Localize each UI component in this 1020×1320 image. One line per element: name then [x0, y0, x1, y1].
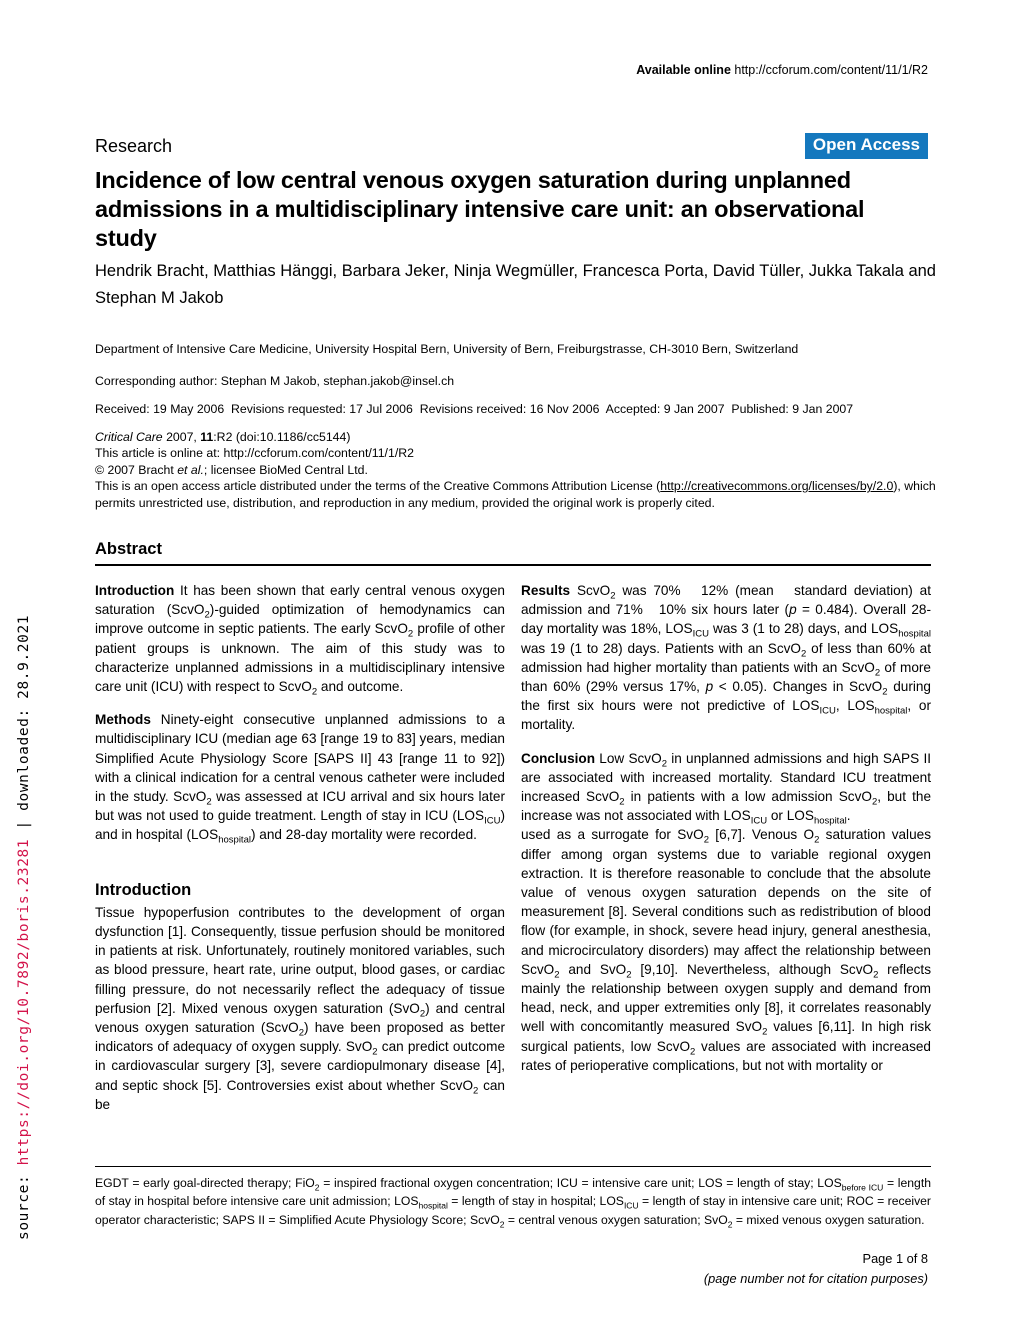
journal-name: Critical Care	[95, 430, 163, 444]
volume-number: 11	[200, 430, 214, 444]
downloaded-date: | downloaded: 28.9.2021	[16, 614, 32, 839]
left-column	[95, 581, 505, 1114]
abstract-heading: Abstract	[95, 540, 931, 566]
introduction-heading: Introduction	[95, 880, 192, 899]
article-title: Incidence of low central venous oxygen saturation during unplanned admissions in a multidisciplinary intensive care unit: an observational study	[95, 167, 865, 251]
abstract-results: Results ScvO$_2$ was 70% 12% (mean standard deviation) at admission and 71% 10% six hours later (p = 0.484). Overall 28-day mortality was 18%, $LOS_{ICU}$ was 3 (1 to 28) days, and $LOS_{hospital}$ was 19 (1 to 28) days. Patients with an ScvO$_2$ of less than 60% at admission had higher mortality than patients with an ScvO$_2$ of more than 60% (29% versus 17%, p < 0.05). Changes in ScvO$_2$ during the first six hours were not predictive of $LOS_{ICU}$, $LOS_{hospital}$, or mortality.	[521, 583, 931, 733]
abstract-methods: Methods Ninety-eight consecutive unplanned admissions to a multidisciplinary ICU (median age 63 [range 19 to 83] years, median Simplified Acute Physiology Score [SAPS II] 43 [range 11 to 92]) with a clinical indication for a central venous catheter were included in the study. ScvO$_2$ was assessed at ICU arrival and six hours later but was not used to guide treatment. Length of stay in ICU $(LOS_{ICU})$ and in hospital $(LOS_{hospital})$ and 28-day mortality were recorded.	[95, 712, 505, 847]
abbreviations-footnote: EGDT = early goal-directed therapy; FiO$_2$ = inspired fractional oxygen concentration; ICU = intensive care unit; LOS = length of stay; $LOS_{before ICU}$ = length of stay in hospital before intensive care unit admission; $LOS_{hospital}$ = length of stay in hospital; $LOS_{ICU}$ = length of stay in intensive care unit; ROC = receiver operator characteristic; SAPS II = Simplified Acute Physiology Score; ScvO$_2$ = central venous oxygen saturation; SvO$_2$ = mixed venous oxygen saturation.	[95, 1166, 931, 1229]
source-doi-link[interactable]: https://doi.org/10.7892/boris.23281	[16, 838, 32, 1166]
citation-block	[95, 429, 937, 511]
introduction-paragraph-right: used as a surrogate for SvO$_2$ [6,7]. Venous $O_2$ saturation values differ among organ systems due to variable regional oxygen extraction. It is therefore reasonable to conclude that the absolute value of venous oxygen saturation depends on the site of measurement [8]. Several conditions such as redistribution of blood flow (for example, in shock, severe head injury, general anesthesia, and microcirculatory disorders) may affect the relationship between ScvO$_2$ and SvO$_2$ [9,10]. Nevertheless, although ScvO$_2$ reflects mainly the relationship between oxygen supply and demand from head, neck, and upper extremities only [8], it correlates reasonably well with concomitantly measured SvO$_2$ values [6,11]. In high risk surgical patients, low ScvO$_2$ values are associated with increased rates of perioperative complications, but not with mortality or	[521, 827, 931, 1073]
copyright-line: © 2007 Bracht et al.; licensee BioMed Central Ltd.	[95, 462, 368, 477]
introduction-paragraph-left: Tissue hypoperfusion contributes to the development of organ dysfunction [1]. Consequently, tissue perfusion should be monitored in patients at risk. Unfortunately, routinely monitored variables, such as blood pressure, heart rate, urine output, blood gases, or cardiac filling pressure, do not necessarily reflect the adequacy of tissue perfusion [2]. Mixed venous oxygen saturation (SvO$_2$) and central venous oxygen saturation (ScvO$_2$) have been proposed as better indicators of adequacy of oxygen supply. SvO$_2$ can predict outcome in cardiovascular surgery [3], severe cardiopulmonary disease [4], and septic shock [5]. Controversies exist about whether ScvO$_2$ can be	[95, 904, 505, 1112]
page-footer	[704, 1249, 928, 1288]
section-label: Research	[95, 136, 173, 156]
citation-note: (page number not for citation purposes)	[703, 1270, 928, 1286]
license-line: This is an open access article distributed under the terms of the Creative Commons Attribution License (http://creativecommons.org/licenses/by/2.0), which permits unrestricted use, distribution, and reproduction in any medium, provided the original work is properly cited.	[95, 479, 936, 510]
citation-line: Critical Care 2007, 11:R2 (doi:10.1186/cc5144)	[95, 430, 351, 444]
license-link[interactable]: http://creativecommons.org/licenses/by/2.0	[660, 479, 894, 494]
source-label: source:	[16, 1165, 32, 1240]
open-access-badge[interactable]: Open Access	[805, 133, 928, 159]
available-online-line	[636, 63, 928, 77]
affiliation: Department of Intensive Care Medicine, University Hospital Bern, University of Bern, Freiburgstrasse, CH-3010 Bern, Switzerland	[95, 342, 799, 356]
two-column-body	[95, 581, 931, 1114]
abstract-introduction: Introduction It has been shown that early central venous oxygen saturation (ScvO$_2$)-guided optimization of hemodynamics can improve outcome in septic patients. The early ScvO$_2$ profile of other patient groups is unknown. The aim of this study was to characterize unplanned admissions in a multidisciplinary intensive care unit (ICU) with respect to ScvO$_2$ and outcome.	[95, 583, 505, 698]
abstract-conclusion: Conclusion Low ScvO$_2$ in unplanned admissions and high SAPS II are associated with increased mortality. Standard ICU treatment increased ScvO$_2$ in patients with a low admission ScvO$_2$, but the increase was not associated with $LOS_{ICU}$ or $LOS_{hospital}$.	[521, 750, 931, 827]
right-column	[521, 581, 931, 1114]
corresponding-author: Corresponding author: Stephan M Jakob, stephan.jakob@insel.ch	[95, 374, 455, 388]
dates-line: Received: 19 May 2006 Revisions requested: 17 Jul 2006 Revisions received: 16 Nov 2006 Accepted: 9 Jan 2007 Published: 9 Jan 2007	[95, 402, 854, 416]
author-list: Hendrik Bracht, Matthias Hänggi, Barbara Jeker, Ninja Wegmüller, Francesca Porta, David Tüller, Jukka Takala and Stephan M Jakob	[95, 262, 936, 307]
available-online-label: Available online	[636, 63, 731, 77]
available-online-url[interactable]: http://ccforum.com/content/11/1/R2	[734, 63, 928, 77]
page-number: Page 1 of 8	[862, 1251, 928, 1266]
repository-watermark	[16, 615, 32, 1240]
research-row	[95, 133, 928, 159]
online-at-line: This article is online at: http://ccforum.com/content/11/1/R2	[95, 446, 414, 461]
